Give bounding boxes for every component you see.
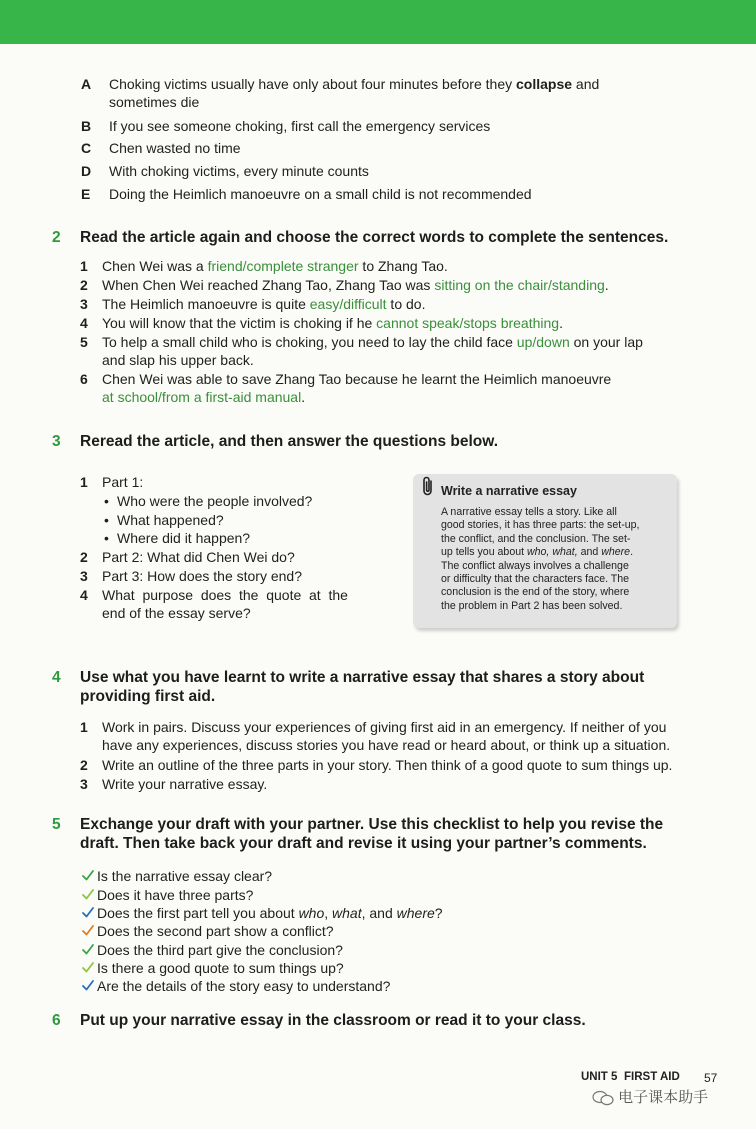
checklist-text: Does the third part give the conclusion?	[97, 942, 343, 958]
item-text: When Chen Wei reached Zhang Tao, Zhang Tao was	[102, 277, 435, 293]
item-text-end: .	[301, 389, 306, 405]
item-text: Work in pairs. Discuss your experiences of giving first aid in an emergency. If neither of you	[102, 719, 667, 735]
check-mark-icon	[81, 977, 95, 993]
item-text-end: on your lap	[569, 334, 643, 350]
item-number: 5	[80, 334, 88, 350]
tip-line: good stories, it has three parts: the set-up,	[441, 519, 640, 532]
statement-letter: C	[81, 140, 92, 156]
bullet-text: Who were the people involved?	[117, 493, 313, 509]
item-text: You will know that the victim is choking if he	[102, 315, 377, 331]
footer-unit: UNIT 5	[581, 1071, 618, 1083]
checklist-italic: who	[298, 905, 325, 921]
statement-text: Doing the Heimlich manoeuvre on a small child is not recommended	[109, 186, 532, 202]
bullet-dot: •	[104, 493, 109, 509]
top-color-bar	[0, 0, 756, 44]
statement-letter: E	[81, 186, 91, 202]
question-number: 3	[52, 433, 61, 450]
check-mark-icon	[81, 904, 95, 920]
item-text: Part 3: How does the story end?	[102, 568, 302, 584]
tip-line: the conflict, and the conclusion. The set-	[441, 532, 631, 545]
tip-italic: who, what,	[527, 546, 578, 559]
tip-body	[441, 506, 669, 613]
chat-bubble-icon	[592, 1090, 614, 1106]
item-text-end: to Zhang Tao.	[358, 258, 448, 274]
bullet-dot: •	[104, 530, 109, 546]
question-title: Use what you have learnt to write a narrative essay that shares a story about	[80, 669, 645, 686]
check-mark-icon	[81, 922, 95, 938]
tip-line: and	[577, 546, 602, 559]
item-text: What purpose does the quote at the	[102, 587, 348, 603]
statement-text: With choking victims, every minute counts	[109, 163, 369, 179]
word-choice: up/down	[516, 334, 570, 350]
tip-line: A narrative essay tells a story. Like all	[441, 506, 617, 518]
item-text: To help a small child who is choking, you need to lay the child face	[102, 334, 517, 350]
item-number: 6	[80, 371, 88, 387]
tip-line: up tells you about	[441, 546, 527, 559]
item-text-line2: and slap his upper back.	[102, 352, 254, 368]
statement-text-line2: sometimes die	[109, 94, 200, 110]
tip-line: or difficulty that the characters face. The	[441, 573, 630, 586]
question-title-line2: providing first aid.	[80, 688, 216, 705]
statement-text: Chen wasted no time	[109, 140, 241, 156]
tip-line: the problem in Part 2 has been solved.	[441, 599, 623, 612]
word-choice: at school/from a first-aid manual	[102, 389, 302, 405]
item-number: 2	[80, 757, 88, 773]
question-title: Reread the article, and then answer the questions below.	[80, 433, 499, 450]
checklist-text: ?	[434, 905, 443, 921]
item-text-line2: end of the essay serve?	[102, 605, 251, 621]
paperclip-icon	[420, 476, 436, 498]
item-text-end: .	[604, 277, 609, 293]
item-text-line2: have any experiences, discuss stories you have read or heard about, or think up a situation.	[102, 737, 671, 753]
item-number: 4	[80, 587, 88, 603]
item-number: 3	[80, 296, 88, 312]
statement-text-end: and	[572, 76, 600, 92]
tip-line: conclusion is the end of the story, where	[441, 586, 630, 599]
writing-tip-box	[413, 474, 677, 628]
statement-letter: D	[81, 163, 92, 179]
checklist-italic: where	[396, 905, 435, 921]
tip-line: .	[630, 546, 634, 559]
statement-text: If you see someone choking, first call the emergency services	[109, 118, 491, 134]
word-choice: easy/difficult	[309, 296, 387, 312]
item-text: The Heimlich manoeuvre is quite	[102, 296, 310, 312]
check-mark-icon	[81, 941, 95, 957]
question-title: Exchange your draft with your partner. Use this checklist to help you revise the	[80, 816, 664, 833]
item-number: 2	[80, 277, 88, 293]
item-number: 1	[80, 258, 88, 274]
item-text: Chen Wei was able to save Zhang Tao because he learnt the Heimlich manoeuvre	[102, 371, 612, 387]
checklist-text: Does it have three parts?	[97, 887, 254, 903]
word-choice: cannot speak/stops breathing	[376, 315, 560, 331]
question-number: 2	[52, 229, 61, 246]
question-title-line2: draft. Then take back your draft and revise it using your partner’s comments.	[80, 835, 647, 852]
keyword: collapse	[516, 76, 573, 92]
checklist-text: Is there a good quote to sum things up?	[97, 960, 344, 976]
item-number: 3	[80, 568, 88, 584]
question-title: Read the article again and choose the correct words to complete the sentences.	[80, 229, 669, 246]
checklist-text: Does the first part tell you about	[97, 905, 299, 921]
item-text: Part 2: What did Chen Wei do?	[102, 549, 295, 565]
check-mark-icon	[81, 959, 95, 975]
statement-letter: B	[81, 118, 92, 134]
watermark	[592, 1086, 708, 1107]
item-number: 1	[80, 719, 88, 735]
word-choice: friend/complete stranger	[207, 258, 359, 274]
checklist-text: Are the details of the story easy to understand?	[97, 978, 391, 994]
checklist-text: ,	[324, 905, 333, 921]
check-mark-icon	[81, 867, 95, 883]
item-number: 1	[80, 474, 88, 490]
item-number: 3	[80, 776, 88, 792]
checklist-text: Is the narrative essay clear?	[97, 868, 273, 884]
watermark-text: 电子课本助手	[618, 1089, 709, 1106]
item-text: Write an outline of the three parts in your story. Then think of a good quote to sum things up.	[102, 757, 673, 773]
tip-title: Write a narrative essay	[441, 484, 577, 498]
check-mark-icon	[81, 886, 95, 902]
item-text-end: to do.	[386, 296, 426, 312]
bullet-text: What happened?	[117, 512, 224, 528]
item-text: Chen Wei was a	[102, 258, 208, 274]
item-text-end: .	[559, 315, 563, 331]
item-number: 4	[80, 315, 88, 331]
statement-text: Choking victims usually have only about four minutes before they	[109, 76, 516, 92]
item-text: Write your narrative essay.	[102, 776, 268, 792]
checklist-italic: what	[332, 905, 362, 921]
checklist-text: , and	[361, 905, 397, 921]
tip-line: The conflict always involves a challenge	[441, 559, 629, 572]
question-number: 6	[52, 1012, 61, 1029]
tip-italic: where	[601, 546, 631, 559]
footer-title: FIRST AID	[624, 1071, 680, 1083]
bullet-text: Where did it happen?	[117, 530, 251, 546]
page-number: 57	[704, 1071, 718, 1085]
item-number: 2	[80, 549, 88, 565]
question-number: 5	[52, 816, 61, 833]
checklist-text: Does the second part show a conflict?	[97, 923, 334, 939]
question-number: 4	[52, 669, 61, 686]
item-text: Part 1:	[102, 474, 144, 490]
question-title: Put up your narrative essay in the classroom or read it to your class.	[80, 1012, 586, 1029]
word-choice: sitting on the chair/standing	[434, 277, 605, 293]
statement-letter: A	[81, 76, 92, 92]
bullet-dot: •	[104, 512, 109, 528]
